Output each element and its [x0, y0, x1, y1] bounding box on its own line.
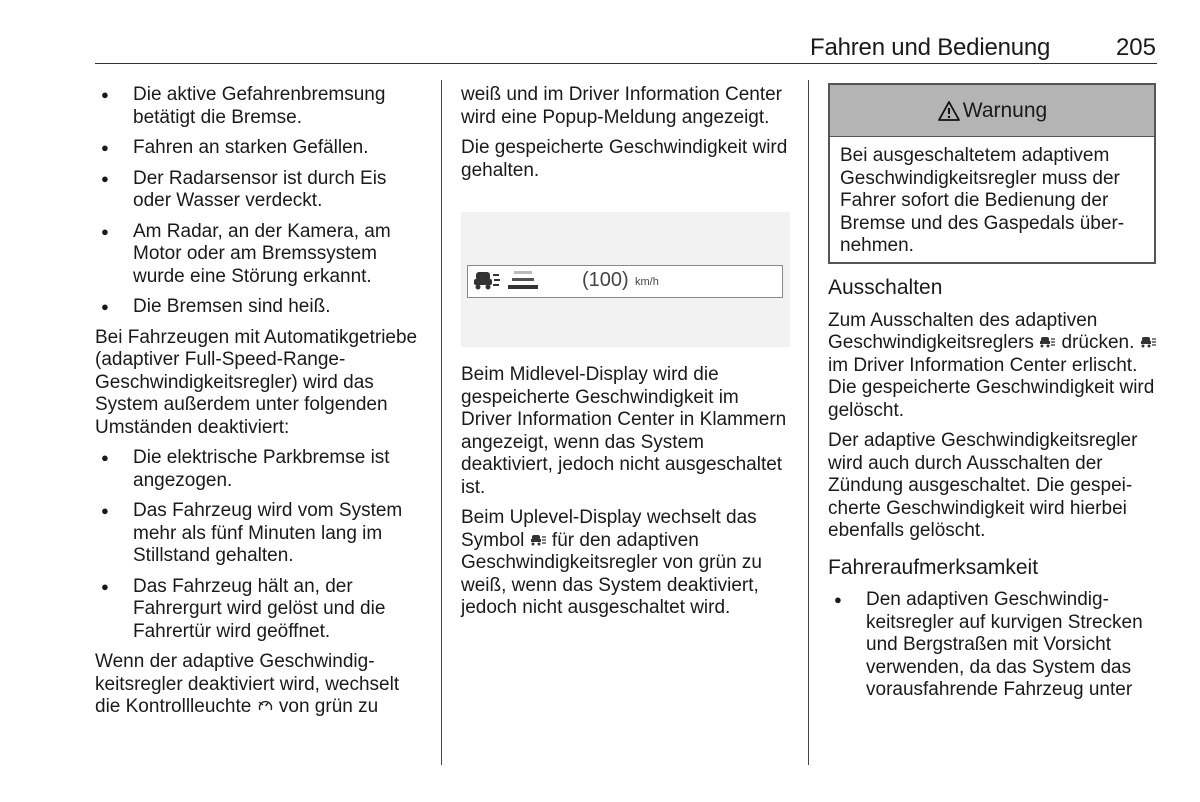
- speed-unit: km/h: [635, 276, 659, 288]
- paragraph-text: von grün zu: [278, 696, 379, 717]
- distance-bars-icon: [506, 269, 540, 293]
- column-2-lower: [461, 364, 791, 628]
- bullet-list-1: [95, 84, 425, 319]
- column-3: [828, 277, 1158, 710]
- paragraph: Beim Midlevel-Display wird die gespeicherte Geschwindigkeit im Driver Information Center in Klammern angezeigt, wenn das System deaktiviert, jedoch nicht ausgeschaltet ist.: [461, 364, 787, 498]
- adaptive-cruise-icon: [1039, 335, 1056, 349]
- paragraph-text: Zum Ausschalten des adaptiven Geschwindigkeitsreglers: [828, 309, 1098, 353]
- list-item: ● Das Fahrzeug hält an, der Fahrergurt wird gelöst und die Fahrertür wird geöffnet.: [95, 576, 425, 644]
- paragraph-text: für den adaptiven Geschwindigkeitsregler von grün zu weiß, wenn das System deaktiviert, jedoch nicht ausgeschaltet wird.: [461, 529, 762, 618]
- set-speed-value: (100): [582, 269, 629, 291]
- warning-text: Bei ausgeschaltetem adaptivem Geschwindigkeitsregler muss der Fahrer sofort die Bedienung der Bremse und des Gaspedals übernehmen.: [840, 145, 1125, 256]
- paragraph-text: Beim Uplevel-Display wechselt das Symbol: [461, 507, 757, 551]
- paragraph: Die gespeicherte Geschwindigkeit wird gehalten.: [461, 137, 788, 181]
- list-item: ● Die aktive Gefahrenbremsung betätigt die Bremse.: [95, 84, 425, 129]
- list-item: ● Den adaptiven Geschwindigkeitsregler auf kurvigen Strecken und Bergstraßen mit Vorsicht verwenden, da das System das vorausfahrende Fahrzeug unter: [828, 589, 1158, 702]
- list-item: ● Die elektrische Parkbremse ist angezogen.: [95, 447, 425, 492]
- driver-information-display: [467, 265, 783, 298]
- column-2: [461, 84, 791, 190]
- section-heading: Fahreraufmerksamkeit: [828, 555, 1039, 579]
- warning-box: [828, 83, 1156, 264]
- paragraph-text: Wenn der adaptive Geschwindigkeitsregler deaktiviert wird, wechselt die Kontrollleuchte: [95, 651, 400, 717]
- paragraph-text: drücken.: [1061, 332, 1135, 353]
- paragraph: [828, 310, 1158, 423]
- column-divider-1: [441, 80, 442, 765]
- column-1: [95, 84, 425, 727]
- list-item: ● Der Radarsensor ist durch Eis oder Wasser verdeckt.: [95, 168, 425, 213]
- page-header-title: Fahren und Bedienung: [810, 34, 1051, 61]
- bullet-list-2: [95, 447, 425, 643]
- warning-triangle-icon: [937, 100, 961, 122]
- list-item: ● Fahren an starken Gefällen.: [95, 137, 425, 160]
- section-heading: Ausschalten: [828, 276, 943, 299]
- paragraph: Der adaptive Geschwindigkeitsregler wird auch durch Ausschalten der Zündung ausgeschaltet. Die gespeicherte Geschwindigkeit wird hierbei ebenfalls gelöscht.: [828, 430, 1138, 541]
- page-number: 205: [1115, 34, 1156, 61]
- list-item: ● Am Radar, an der Kamera, am Motor oder am Bremssystem wurde eine Störung erkannt.: [95, 221, 425, 289]
- paragraph: [95, 651, 425, 719]
- column-divider-2: [808, 80, 809, 765]
- adaptive-cruise-icon: [530, 533, 547, 547]
- list-item: ● Die Bremsen sind heiß.: [95, 296, 425, 319]
- warning-header: [830, 85, 1154, 137]
- warning-title: Warnung: [962, 98, 1048, 122]
- adaptive-cruise-icon: [472, 269, 502, 293]
- bullet-list-3: [828, 589, 1158, 702]
- list-item: ● Das Fahrzeug wird vom System mehr als fünf Minuten lang im Stillstand gehalten.: [95, 500, 425, 568]
- paragraph: weiß und im Driver Information Center wird eine Popup-Meldung angezeigt.: [461, 84, 782, 128]
- cruise-control-icon: [257, 699, 274, 713]
- paragraph: [461, 507, 791, 620]
- paragraph-text: im Driver Information Center erlischt. Die gespeicherte Geschwindigkeit wird gelöscht.: [828, 354, 1155, 421]
- adaptive-cruise-icon: [1140, 335, 1157, 349]
- header-rule: [95, 63, 1157, 64]
- paragraph: Bei Fahrzeugen mit Automatikgetriebe (adaptiver Full-Speed-Range-Geschwindigkeitsregler) wird das System außerdem unter folgenden Umständen deaktiviert:: [95, 326, 418, 438]
